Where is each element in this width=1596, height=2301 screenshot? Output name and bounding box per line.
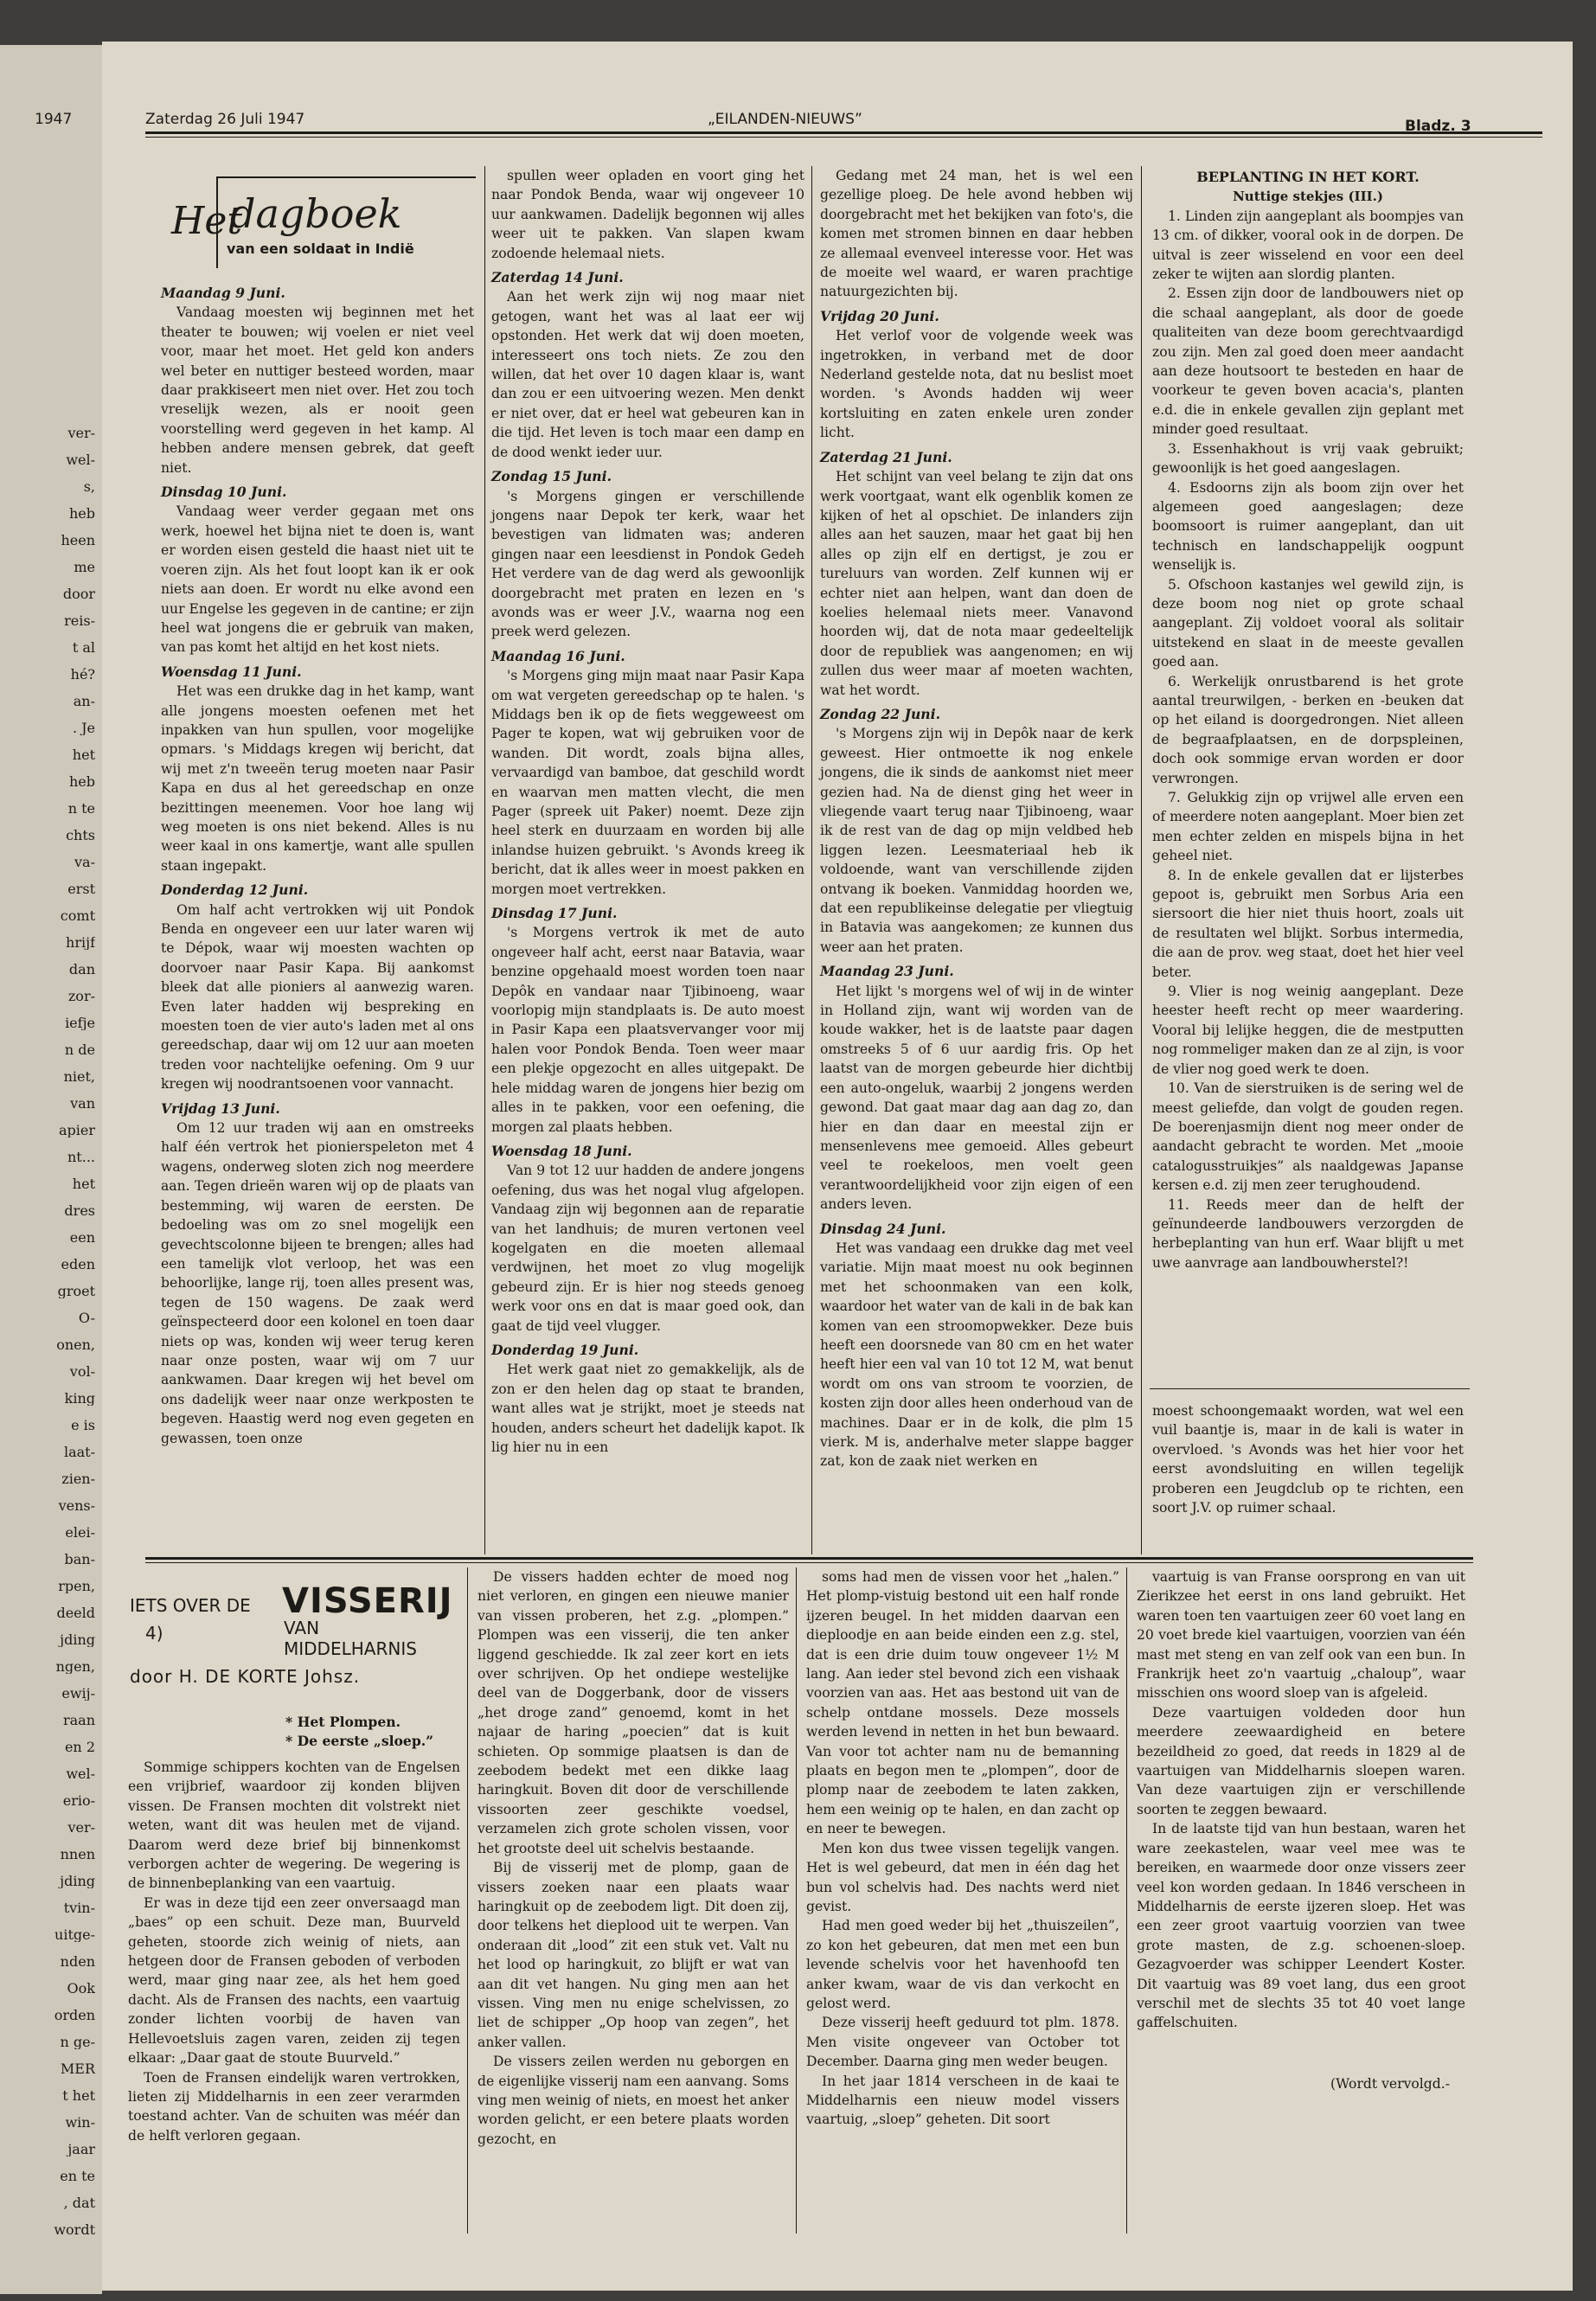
diary-day-heading: Maandag 23 Juni. xyxy=(820,963,954,980)
diary-day-heading: Vrijdag 13 Juni. xyxy=(161,1099,280,1117)
visserij-title: VISSERIJ xyxy=(282,1581,453,1621)
visserij-paragraph: Toen de Fransen eindelijk waren vertrokken, lieten zij Middelharnis in een zeer verarmden toestand achter. Van de schuiten was méér dan de helft verloren gegaan. xyxy=(128,2069,460,2144)
visserij-bullets xyxy=(285,1713,433,1751)
prev-page-fragment: nt... xyxy=(67,1150,95,1164)
diary-paragraph: Het lijkt 's morgens wel of wij in de winter in Holland zijn, want wij worden van de koude wakker, het is de laatste paar dagen omstreeks 5 of 6 uur aardig fris. Op het laatst van de morgen gebeurde hier dichtbij een auto-ongeluk, waarbij 2 jongens werden gewond. Dat gaat maar dag aan dag zo, dan hier en dan daar en meestal zijn er mensenlevens mee gemoeid. Alles gebeurt veel te roekeloos, men voelt geen verantwoordelijkheid voor zijn eigen of een anders leven. xyxy=(820,983,1133,1213)
dagboek-column-2 xyxy=(491,166,804,1457)
visserij-prefix: IETS OVER DE xyxy=(130,1595,251,1616)
prev-page-fragment: va- xyxy=(74,855,95,869)
prev-page-fragment: eden xyxy=(61,1257,95,1272)
diary-paragraph: Gedang met 24 man, het is wel een gezellige ploeg. De hele avond hebben wij doorgebracht met het bekijken van foto's, die komen met stromen binnen en daar hebben ze allemaal evenveel interesse voor. Het was de moeite wel waard, er waren prachtige natuurgezichten bij. xyxy=(820,168,1133,300)
column-rule xyxy=(1126,1567,1127,2234)
visserij-paragraph: Deze vaartuigen voldeden door hun meerdere zeewaardigheid en betere bezeildheid zo goed, dat reeds in 1829 al de vaartuigen van Middelharnis sloepen waren. Van deze vaartuigen zijn er verschillende soorten te zeggen bewaard. xyxy=(1137,1704,1465,1817)
prev-page-fragment: ewij- xyxy=(61,1686,95,1701)
diary-paragraph: 's Morgens vertrok ik met de auto ongeveer half acht, eerst naar Batavia, waar benzine opgehaald moest worden toen naar Depôk en vandaar naar Tjibinoeng, waar voorlopig mijn standplaats is. De auto moest in Pasir Kapa een plaatsvervanger voor mij halen voor Pondok Benda. Toen weer maar een plekje opgezocht en alles uitgepakt. De hele middag waren de jongens hier bezig om alles in te pakken, voor een oefening, die morgen zal plaats hebben. xyxy=(491,925,804,1135)
prev-page-fragment: en 2 xyxy=(64,1740,95,1754)
visserij-bullet: * De eerste „sloep.” xyxy=(285,1733,434,1749)
prev-page-fragment: nden xyxy=(60,1954,95,1969)
visserij-column-2 xyxy=(478,1567,789,2149)
planting-item: 10. Van de sierstruiken is de sering wel de meest geliefde, dan volgt de gouden regen. De boerenjasmijn dient nog meer onder de aandacht gebracht te worden. Met „mooie catalogusstruikjes” als naaldgewas Japanse kersen e.d. zij men zeer terughoudend. xyxy=(1152,1080,1464,1194)
visserij-column-3 xyxy=(806,1567,1119,2130)
prev-page-fragment: en te xyxy=(60,2169,95,2183)
dagboek-title: dagboek xyxy=(230,190,402,237)
planting-item: 7. Gelukkig zijn op vrijwel alle erven een of meerdere noten aangeplant. Moer bien zet men echter zelden en mispels bijna in het geheel niet. xyxy=(1152,790,1464,864)
prev-page-fragment: raan xyxy=(62,1713,95,1727)
diary-day-heading: Zaterdag 21 Juni. xyxy=(820,448,952,465)
prev-page-fragment: me xyxy=(74,560,95,574)
prev-page-fragment: elei- xyxy=(65,1525,95,1540)
planting-item: 6. Werkelijk onrustbarend is het grote aantal treurwilgen, - berken en -beuken dat op het eiland is doorgedrongen. Niet alleen de begraafplaatsen, en de dorpspleinen, doch ook sommige ervan worden er door verwrongen. xyxy=(1152,673,1464,786)
prev-page-fragment: n te xyxy=(67,801,95,816)
prev-page-fragment: laat- xyxy=(63,1445,95,1459)
prev-page-fragment: ver- xyxy=(67,1820,95,1835)
prev-page-fragment: n de xyxy=(64,1042,95,1057)
prev-page-fragment: erio- xyxy=(62,1793,95,1808)
prev-page-fragment: dres xyxy=(64,1203,95,1218)
column-rule xyxy=(1150,1388,1470,1389)
prev-page-fragment: king xyxy=(64,1391,95,1406)
visserij-paragraph: soms had men de vissen voor het „halen.” Het plomp-vistuig bestond uit een half ronde ijzeren beugel. In het midden daarvan een dieploodje en aan beide einden een z.g. stel, dat is een drie duim touw ongeveer 1½ M lang. Aan ieder stel bevond zich een vishaak voorzien van aas. Het aas bestond uit van de schelp ontdane mossels. Deze mossels werden levend in netten in het bun bewaard. Van voor tot achter nam nu de bemanning plaats en begon men te „plompen”, door de plomp naar de zeebodem te laten zakken, hem een weinig op te halen, en dan zacht op en neer te bewegen. xyxy=(806,1569,1119,1837)
prev-page-fragment: van xyxy=(70,1096,95,1111)
visserij-paragraph: Er was in deze tijd een zeer onversaagd man „baes” op een schuit. Deze man, Buurveld geheten, stoorde zich weinig of niets, aan hetgeen door de Fransen geboden of verboden werd, maar ging naar zee, als het hem goed dacht. Als de Fransen des nachts, een vaartuig zonder lichten voorbij de haven van Hellevoetsluis zagen varen, zeiden zij tegen elkaar: „Daar gaat de stoute Buurveld.” xyxy=(128,1894,460,2067)
prev-page-fragment: iefje xyxy=(65,1016,95,1030)
diary-paragraph: Van 9 tot 12 uur hadden de andere jongens oefening, dus was het nogal vlug afgelopen. Vandaag zijn wij begonnen aan de reparatie van het landhuis; de muren vertonen veel kogelgaten en die moeten allemaal verdwijnen, het moet zo vlug mogelijk gebeurd zijn. Er is hier nog steeds genoeg werk voor ons en dat is maar goed ook, dan gaat de tijd veel vlugger. xyxy=(491,1163,804,1334)
prev-page-fragment: zor- xyxy=(67,989,95,1003)
planting-item: 5. Ofschoon kastanjes wel gewild zijn, is deze boom nog niet op grote schaal aangeplant. Zij voldoet vooral als solitair uitstekend en slaat in de meeste gevallen goed aan. xyxy=(1152,576,1464,670)
visserij-paragraph: Bij de visserij met de plomp, gaan de vissers zoeken naar een plaats waar haringkuit op de zeebodem ligt. Dit doen zij, door telkens het dieplood uit te werpen. Van onderaan dit „lood” zit een stuk vet. Valt nu het lood op haringkuit, zo blijft er wat van aan dit vet hangen. Nu ging men aan het vissen. Ving men nu enige schelvissen, zo liet de schipper „Op hoop van zegen”, het anker vallen. xyxy=(478,1860,789,2050)
prev-page-fragment: ban- xyxy=(64,1552,95,1567)
planting-item: 1. Linden zijn aangeplant als boompjes van 13 cm. of dikker, vooral ook in de dorpen. De uitval is zeer wisselend en voor een deel zeker te wijten aan slordig planten. xyxy=(1152,208,1464,283)
dagboek-title-box xyxy=(216,176,476,268)
diary-day-heading: Woensdag 18 Juni. xyxy=(491,1142,632,1159)
prev-page-fragment: wel- xyxy=(66,452,95,467)
visserij-column-4 xyxy=(1137,1567,1465,2033)
visserij-closing: (Wordt vervolgd.- xyxy=(1330,2076,1450,2092)
planting-item: 4. Esdoorns zijn als boom zijn over het algemeen goed aangeslagen; deze boomsoort is ruimer aangeplant, dan uit technisch en landschappelijk oogpunt wenselijk is. xyxy=(1152,479,1464,574)
prev-page-fragment: , dat xyxy=(63,2195,95,2210)
prev-page-fragment: onen, xyxy=(56,1337,95,1352)
prev-page-fragment: MER xyxy=(60,2061,95,2076)
prev-page-fragment: heb xyxy=(68,506,95,521)
header-paper-name: „EILANDEN-NIEUWS” xyxy=(708,111,862,128)
prev-page-fragment: erst xyxy=(67,881,95,896)
prev-page-fragment: deeld xyxy=(56,1606,95,1620)
beplanting-tail xyxy=(1152,1401,1464,1517)
diary-day-heading: Donderdag 19 Juni. xyxy=(491,1341,639,1358)
diary-day-heading: Woensdag 11 Juni. xyxy=(161,663,302,680)
diary-paragraph: Het was een drukke dag in het kamp, want alle jongens moesten oefenen met het inpakken van hun spullen, voor mogelijke opmars. 's Middags kregen wij bericht, dat wij met z'n tweeën terug moeten naar Pasir Kapa en dus al het gereedschap en onze bezittingen meenemen. Voor hoe lang wij weg moeten is ons niet bekend. Alles is nu weer kaal in ons kamertje, want alle spullen staan ingepakt. xyxy=(161,683,474,874)
beplanting-subtitle: Nuttige stekjes (III.) xyxy=(1233,189,1383,205)
diary-paragraph: Aan het werk zijn wij nog maar niet getogen, want het was al laat eer wij opstonden. Het werk dat wij doen moeten, interesseert ons toch niets. Ze zou den willen, dat het over 10 dagen klaar is, want dan zou er een uitvoering wezen. Men denkt er niet over, dat er heel wat gebeuren kan in die tijd. Het leven is toch maar een damp en de dood wenkt ieder uur. xyxy=(491,289,804,460)
diary-day-heading: Maandag 9 Juni. xyxy=(161,285,285,301)
prev-page-fragment: hrijf xyxy=(66,935,95,950)
visserij-heading xyxy=(130,1574,458,1704)
visserij-number: 4) xyxy=(145,1623,163,1644)
prev-page-fragment: jaar xyxy=(67,2142,95,2157)
diary-day-heading: Zaterdag 14 Juni. xyxy=(491,269,624,286)
prev-page-fragment: een xyxy=(69,1230,95,1245)
diary-day-heading: Donderdag 12 Juni. xyxy=(161,881,309,899)
beplanting-column xyxy=(1152,168,1464,1272)
prev-page-fragment: zien- xyxy=(61,1471,95,1486)
section-rule xyxy=(145,1557,1473,1563)
prev-page-fragment: chts xyxy=(66,828,95,843)
header-date: Zaterdag 26 Juli 1947 xyxy=(145,111,305,128)
visserij-paragraph: In de laatste tijd van hun bestaan, waren het ware zeekastelen, waar veel mee was te bereiken, en waarmede door onze vissers zeer veel kon worden gedaan. In 1846 verscheen in Middelharnis de eerste ijzeren sloep. Het was een zeer groot vaartuig voorzien van twee grote masten, de z.g. schoenen-sloep. Gezagvoerder was schipper Leendert Koster. Dit vaartuig was 89 voet lang, dus een groot verschil met de slechts 35 tot 40 voet lange gaffelschuiten. xyxy=(1137,1821,1465,2031)
dagboek-column-3 xyxy=(820,166,1133,1471)
diary-day-heading: Zondag 22 Juni. xyxy=(820,705,940,722)
visserij-paragraph: Had men goed weder bij het „thuiszeilen”, zo kon het gebeuren, dat men met een bun levende schelvis voor het havenhoofd ten anker kwam, waar de vis dan verkocht en gelost werd. xyxy=(806,1918,1119,2011)
prev-page-fragment: groet xyxy=(57,1284,95,1298)
diary-day-heading: Zondag 15 Juni. xyxy=(491,468,612,485)
diary-paragraph: Vandaag weer verder gegaan met ons werk, hoewel het bijna niet te doen is, want er worden eisen gesteld die haast niet uit te voeren zijn. Als het fout loopt kan ik er ook niets aan doen. Er wordt nu elke avond een uur Engelse les gegeven in de cantine; er zijn heel wat jongens die er gebruik van maken, van pas komt het altijd en het kost niets. xyxy=(161,503,474,656)
diary-paragraph: Het schijnt van veel belang te zijn dat ons werk voortgaat, want elk ogenblik komen ze kijken of het al opschiet. De inlanders zijn alles aan het sauzen, maar het gaat bij hen alles op zijn elf en dertigst, je zou er tureluurs van worden. Zelf kunnen wij er echter niet aan helpen, want dan doen de koelies helemaal niets meer. Vanavond hoorden wij, dat de nota maar gedeeltelijk door de republiek was aangenomen; en wij zullen dus weer maar af moeten wachten, wat het wordt. xyxy=(820,469,1133,698)
diary-paragraph: 's Morgens ging mijn maat naar Pasir Kapa om wat vergeten gereedschap op te halen. 's Middags ben ik op de fiets weggeweest om Pager te kopen, wat wij gebruiken voor de wanden. Dit wordt, zoals bijna alles, vervaardigd van bamboe, dat geschild wordt en waarvan men matten vlecht, die men Pager (spreek uit Paker) noemt. Deze zijn heel sterk en duurzaam en worden bij alle inlandse huizen gebruikt. 's Avonds kreeg ik bericht, dat ik alles weer in moest pakken en morgen moet vertrekken. xyxy=(491,668,804,897)
prev-page-year: 1947 xyxy=(35,111,73,128)
diary-day-heading: Dinsdag 10 Juni. xyxy=(161,484,287,501)
diary-paragraph: Vandaag moesten wij beginnen met het theater te bouwen; wij voelen er niet veel voor, maar het moet. Het geld kon anders wel beter en nuttiger besteed worden, maar daar prakkiseert men niet over. Het zou toch vreselijk wezen, als er nooit geen voorstelling werd gegeven in het kamp. Al hebben andere mensen gebrek, dat geeft niet. xyxy=(161,304,474,476)
prev-page-fragment: tvin- xyxy=(63,1900,95,1915)
visserij-author: door H. DE KORTE Johsz. xyxy=(130,1666,361,1687)
header-rule xyxy=(145,131,1542,138)
planting-item: 9. Vlier is nog weinig aangeplant. Deze heester heeft recht op meer waardering. Vooral bij lelijke heggen, die de mestputten nog rommeliger maken dan ze al zijn, is voor de vlier nog goed werk te doen. xyxy=(1152,984,1464,1077)
prev-page-fragment: wel- xyxy=(66,1766,95,1781)
prev-page-fragment: win- xyxy=(65,2115,95,2130)
prev-page-fragment: heb xyxy=(68,774,95,789)
prev-page-fragment: nnen xyxy=(60,1847,95,1862)
prev-page-fragment: e is xyxy=(71,1418,95,1433)
prev-page-fragment: door xyxy=(62,586,95,601)
prev-page-fragment: het xyxy=(72,747,95,762)
prev-page-fragment: comt xyxy=(60,908,95,923)
prev-page-fragment: ngen, xyxy=(55,1659,95,1674)
beplanting-tail-text: moest schoongemaakt worden, wat wel een vuil baantje is, maar in de kali is water in overvloed. 's Avonds was het hier voor het eerst avondsluiting en willen tegelijk proberen een Jeugdclub op te richten, een soort J.V. op ruimer schaal. xyxy=(1152,1403,1464,1516)
dagboek-subtitle: van een soldaat in Indië xyxy=(227,240,414,257)
diary-paragraph: 's Morgens zijn wij in Depôk naar de kerk geweest. Hier ontmoette ik nog enkele jongens, die ik sinds de aankomst niet meer gezien had. Na de dienst ging het weer in vliegende vaart terug naar Tjibinoeng, waar ik de rest van de dag op mijn veldbed heb liggen lezen. Leesmateriaal heb ik voldoende, want van verschillende zijden ontvang ik boeken. Vanmiddag hoorden we, dat een republikeinse delegatie per vliegtuig in Batavia was aangekomen; ze kunnen dus weer aan het praten. xyxy=(820,726,1133,955)
diary-day-heading: Dinsdag 17 Juni. xyxy=(491,905,618,922)
visserij-paragraph: In het jaar 1814 verscheen in de kaai te Middelharnis een nieuw model vissers vaartuig, „sloep” geheten. Dit soort xyxy=(806,2073,1119,2128)
visserij-paragraph: Men kon dus twee vissen tegelijk vangen. Het is wel gebeurd, dat men in één dag het bun vol schelvis had. Des nachts werd niet gevist. xyxy=(806,1840,1119,1914)
prev-page-fragment: s, xyxy=(83,479,95,494)
column-rule xyxy=(1141,166,1142,1554)
diary-paragraph: Om 12 uur traden wij aan en omstreeks half één vertrok het pionierspeleton met 4 wagens, onderweg sloten zich nog meerdere aan. Tegen drieën waren wij op de plaats van bestemming, wij waren de eersten. De bedoeling was om zo snel mogelijk een gevechtscolonne bijeen te brengen; alles had een tamelijk vlot verloop, het was een behoorlijke, lange rij, toen alles present was, tegen de 150 wagens. De zaak werd geïnspecteerd door een kolonel en toen daar niets op was, konden wij weer terug keren naar onze posten, waar wij om 7 uur aankwamen. Daar kregen wij het bevel om ons dadelijk weer naar onze werkposten te begeven. Haastig werd nog even gegeten en gewassen, toen onze xyxy=(161,1120,474,1446)
prev-page-fragment: O- xyxy=(78,1311,95,1325)
dagboek-het: Het xyxy=(171,199,243,243)
visserij-paragraph: De vissers hadden echter de moed nog niet verloren, en gingen een nieuwe manier van vissen proberen, het z.g. „plompen.” Plompen was een visserij, die ten anker liggend geschiedde. Ik zal zeer kort en iets over schrijven. Op het ondiepe westelijke deel van de Doggerbank, door de vissers „het droge zand” genoemd, komt in het najaar de haring „poecien” dat is kuit schieten. Op sommige plaatsen is dan de zeebodem bedekt met een dikke laag haringkuit. Boven dit door de verschillende vissoorten zeer geschikte voedsel, verzamelen zich grote scholen vissen, voor het grootste deel uit schelvis bestaande. xyxy=(478,1569,789,1856)
diary-paragraph: Het werk gaat niet zo gemakkelijk, als de zon er den helen dag op staat te branden, want alles wat je strijkt, moet je steeds nat houden, anders scheurt het dadelijk kapot. Ik lig hier nu in een xyxy=(491,1362,804,1455)
visserij-column-1 xyxy=(128,1758,460,2145)
prev-page-fragment: an- xyxy=(73,694,95,708)
prev-page-fragment: ver- xyxy=(67,426,95,440)
visserij-paragraph: De vissers zeilen werden nu geborgen en de eigenlijke visserij nam een aanvang. Soms ving men weinig of niets, en moest het anker worden gelicht, er een betere plaats worden gezocht, en xyxy=(478,2054,789,2147)
prev-page-fragment: apier xyxy=(58,1123,95,1138)
diary-day-heading: Vrijdag 20 Juni. xyxy=(820,307,939,324)
prev-page-fragment: het xyxy=(72,1176,95,1191)
planting-item: 2. Essen zijn door de landbouwers niet op die schaal aangeplant, als door de goede qualiteiten van deze boom gerechtvaardigd zou zijn. Men zal goed doen meer aandacht aan deze houtsoort te besteden en haar de voorkeur te geven boven acacia's, planten e.d. die in enkele gevallen zijn geplant met minder goed resultaat. xyxy=(1152,285,1464,438)
prev-page-fragment: orden xyxy=(54,2008,95,2022)
prev-page-fragment: n ge- xyxy=(60,2035,95,2049)
visserij-paragraph: Sommige schippers kochten van de Engelsen een vrijbrief, waardoor zij konden blijven vissen. De Fransen mochten dit volstrekt niet weten, want dit was heulen met de vijand. Daarom werd deze brief bij binnenkomst verborgen achter de wegering. De wegering is de binnenbeplanking van een vaartuig. xyxy=(128,1759,460,1892)
column-rule xyxy=(811,166,812,1554)
visserij-paragraph: Deze visserij heeft geduurd tot plm. 1878. Men visite ongeveer van October tot December. Daarna ging men weder beugen. xyxy=(806,2015,1119,2070)
prev-page-fragment: vol- xyxy=(69,1364,95,1379)
prev-page-fragment: reis- xyxy=(64,613,95,628)
prev-page-fragment: wordt xyxy=(54,2222,95,2237)
planting-item: 11. Reeds meer dan de helft der geïnundeerde landbouwers verzorgden de herbeplanting van hun erf. Waar blijft u met uwe aanvrage aan landbouwherstel?! xyxy=(1152,1196,1464,1271)
previous-page-edge xyxy=(0,45,102,2294)
diary-paragraph: Het was vandaag een drukke dag met veel variatie. Mijn maat moest nu ook beginnen met het schoonmaken van een kolk, waardoor het water van de kali in de bak kan komen van een stroomopwekker. Deze buis heeft een doorsnede van 80 cm en het water heeft hier een val van 10 tot 12 M, wat benut wordt om ons van stroom te voorzien, de kosten zijn door alles heen onderhoud van de machines. Daar er in de kolk, die plm 15 vierk. M is, anderhalve meter slappe bagger zat, kon de zaak niet werken en xyxy=(820,1240,1133,1470)
visserij-paragraph: vaartuig is van Franse oorsprong en van uit Zierikzee het eerst in ons land gebruikt. Het waren toen ten vaartuigen zeer 60 voet lang en 20 voet brede kiel vaartuigen, voorzien van één mast met steng en van zelf ook van een bun. In Frankrijk heet zo'n vaartuig „chaloup”, waar misschien ons woord sloep van is afgeleid. xyxy=(1137,1569,1465,1702)
column-rule xyxy=(796,1567,797,2234)
visserij-bullet: * Het Plompen. xyxy=(285,1714,401,1730)
prev-page-fragment: heen xyxy=(61,533,95,548)
prev-page-fragment: jding xyxy=(60,1632,95,1647)
planting-item: 3. Essenhakhout is vrij vaak gebruikt; gewoonlijk is het goed aangeslagen. xyxy=(1152,440,1464,477)
diary-paragraph: Het verlof voor de volgende week was ingetrokken, in verband met de door Nederland gestelde nota, dat nu beslist moet worden. 's Avonds hadden wij weer kortsluiting en zaten enkele uren zonder licht. xyxy=(820,328,1133,441)
prev-page-fragment: dan xyxy=(68,962,95,977)
prev-page-fragment: t al xyxy=(72,640,95,655)
prev-page-fragment: jding xyxy=(60,1874,95,1888)
prev-page-fragment: . Je xyxy=(72,721,95,735)
column-rule xyxy=(467,1567,468,2234)
column-rule xyxy=(484,166,485,1554)
beplanting-title: BEPLANTING IN HET KORT. xyxy=(1196,169,1420,185)
diary-paragraph: 's Morgens gingen er verschillende jongens naar Depok ter kerk, waar het bevestigen van lidmaten was; anderen gingen naar een leesdienst in Pondok Gedeh Het verdere van de dag werd als gewoonlijk doorgebracht met praten en lezen en 's avonds was er weer J.V., waarna nog een preek werd gelezen. xyxy=(491,488,804,640)
dagboek-heading xyxy=(154,173,479,273)
prev-page-fragment: niet, xyxy=(63,1069,95,1084)
dagboek-column-1 xyxy=(161,279,474,1448)
prev-page-fragment: vens- xyxy=(58,1498,95,1513)
header-page-number: Bladz. 3 xyxy=(1405,118,1471,135)
diary-day-heading: Maandag 16 Juni. xyxy=(491,647,625,664)
planting-item: 8. In de enkele gevallen dat er lijsterbes gepoot is, gebruikt men Sorbus Aria een siersoort die hier niet thuis hoort, zoals uit de resultaten wel blijkt. Sorbus intermedia, die aan de prov. weg staat, doet het hier veel beter. xyxy=(1152,867,1464,980)
diary-day-heading: Dinsdag 24 Juni. xyxy=(820,1220,946,1237)
visserij-place: VAN MIDDELHARNIS xyxy=(284,1618,417,1659)
prev-page-fragment: rpen, xyxy=(58,1579,95,1593)
prev-page-fragment: Ook xyxy=(67,1981,95,1996)
prev-page-fragment: t het xyxy=(62,2088,95,2103)
diary-paragraph: Om half acht vertrokken wij uit Pondok Benda en ongeveer een uur later waren wij te Dépok, waar wij moesten wachten op doorvoer naar Pasir Kapa. Bij aankomst bleek dat alle pioniers al aanwezig waren. Even later hadden wij bespreking en moesten toen de vier auto's laden met al ons gereedschap, daar wij om 12 uur aan moeten treden voor nachtelijke oefening. Om 9 uur kregen wij noodrantsoenen voor vannacht. xyxy=(161,901,474,1093)
prev-page-fragment: hé? xyxy=(70,667,95,682)
prev-page-fragment: uitge- xyxy=(54,1927,95,1942)
diary-paragraph: spullen weer opladen en voort ging het naar Pondok Benda, waar wij ongeveer 10 uur aankwamen. Dadelijk begonnen wij alles weer uit te pakken. Van slapen kwam zodoende helemaal niets. xyxy=(491,168,804,261)
